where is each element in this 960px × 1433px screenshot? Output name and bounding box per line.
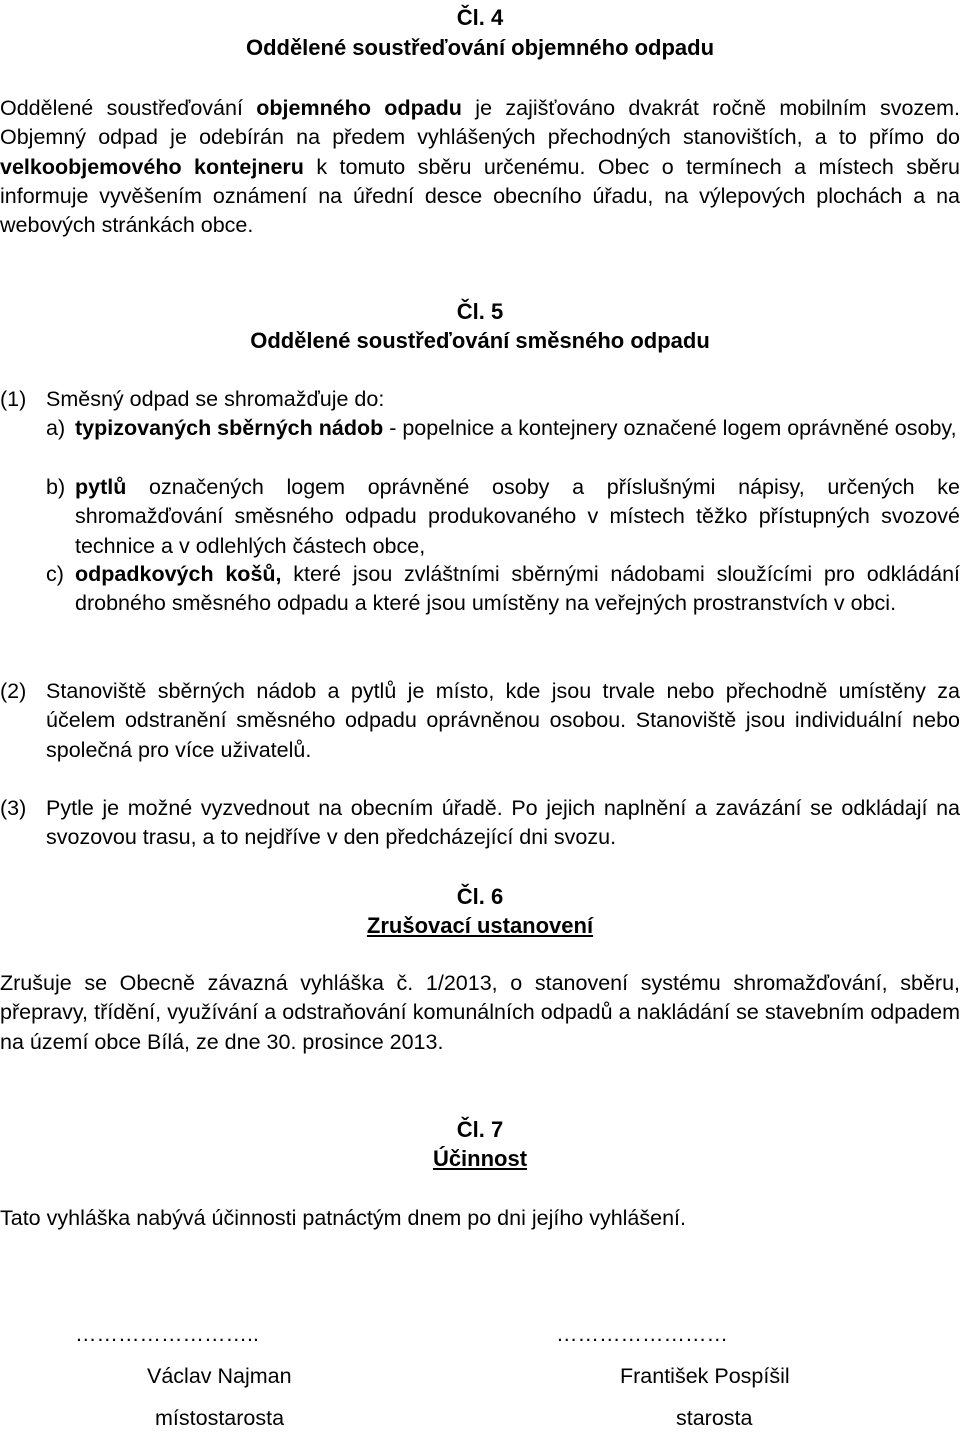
art4-paragraph: [0, 94, 960, 240]
art4-bold-kontejner: velkoobjemového kontejneru: [0, 154, 304, 179]
sub-rest: označených logem oprávněné osoby a příslušnými nápisy, určených ke shromažďování směsného odpadu produkovaného v místech těžko přístupných svozové technice a v odlehlých částech obce,: [75, 475, 960, 558]
right-signatory-role: starosta: [676, 1406, 753, 1430]
right-signatory-name: František Pospíšil: [620, 1364, 790, 1388]
item-intro: Směsný odpad se shromažďuje do:: [46, 387, 385, 411]
art5-sub-a: [46, 414, 960, 473]
right-signature-line: ……………………: [556, 1322, 728, 1346]
art4-number: Čl. 4: [456, 5, 504, 30]
item-number: (3): [0, 796, 27, 820]
art6-title: [0, 911, 960, 941]
sub-rest: - popelnice a kontejnery označené logem oprávněné osoby,: [383, 416, 957, 440]
art7-title: [0, 1144, 960, 1174]
art5-title: Oddělené soustřeďování směsného odpadu: [250, 328, 710, 353]
art4-title: Oddělené soustřeďování objemného odpadu: [245, 35, 715, 60]
sub-letter: a): [46, 416, 66, 440]
sub-text: [75, 414, 960, 443]
art7-paragraph: Tato vyhláška nabývá účinnosti patnáctým dnem po dni jejího vyhlášení.: [0, 1206, 687, 1230]
art4-text-1: Oddělené soustřeďování: [0, 96, 257, 120]
item-text: Stanoviště sběrných nádob a pytlů je místo, kde jsou trvale nebo přechodně umístěny za účelem odstranění směsného odpadu oprávněnou osobou. Stanoviště jsou individuální nebo společná pro více uživatelů.: [46, 679, 960, 762]
art6-number: Čl. 6: [456, 884, 504, 909]
art4-text-3: k tomuto sběru určenému. Obec o termínech a místech sběru informuje vyvěšením oznámení na úřední desce obecního úřadu, na výlepových plochách a na webových stránkách obce.: [0, 154, 960, 238]
art7-title-text: Účinnost: [432, 1146, 528, 1171]
bold-term: typizovaných sběrných nádob: [75, 416, 384, 440]
item-text: Pytle je možné vyzvednout na obecním úřadě. Po jejich naplnění a zavázání se odkládají na svozovou trasu, a to nejdříve v den předcházející dni svozu.: [46, 796, 960, 850]
sub-text: [75, 560, 960, 619]
sub-rest: které jsou zvláštními sběrnými nádobami sloužícími pro odkládání drobného směsného odpadu a které jsou umístěny na veřejných prostranstvích v obci.: [75, 562, 960, 616]
sub-letter: c): [46, 562, 64, 586]
art6-paragraph: Zrušuje se Obecně závazná vyhláška č. 1/2013, o stanovení systému shromažďování, sběru, přepravy, třídění, využívání a odstraňování komunálních odpadů a nakládání se stavebním odpadem na území obce Bílá, ze dne 30. prosince 2013.: [0, 971, 960, 1054]
bold-term: pytlů: [75, 475, 127, 499]
left-signatory-name: Václav Najman: [147, 1364, 292, 1388]
item-number: (2): [0, 679, 27, 703]
left-signature-line: ……………………..: [75, 1322, 259, 1346]
item-number: (1): [0, 387, 27, 411]
sub-text: [75, 473, 960, 561]
sub-letter: b): [46, 475, 66, 499]
left-signatory-role: místostarosta: [155, 1406, 285, 1430]
art5-number: Čl. 5: [456, 299, 504, 324]
art7-number: Čl. 7: [456, 1117, 504, 1142]
art4-bold-objemny: objemného odpadu: [256, 96, 462, 120]
art4-text-2: je zajišťováno dvakrát ročně mobilním svozem. Objemný odpad je odebírán na předem vyhlášených přechodných stanovištích, a to přímo do: [0, 96, 960, 150]
bold-term: odpadkových košů,: [75, 562, 282, 586]
art6-title-text: Zrušovací ustanovení: [366, 913, 594, 938]
